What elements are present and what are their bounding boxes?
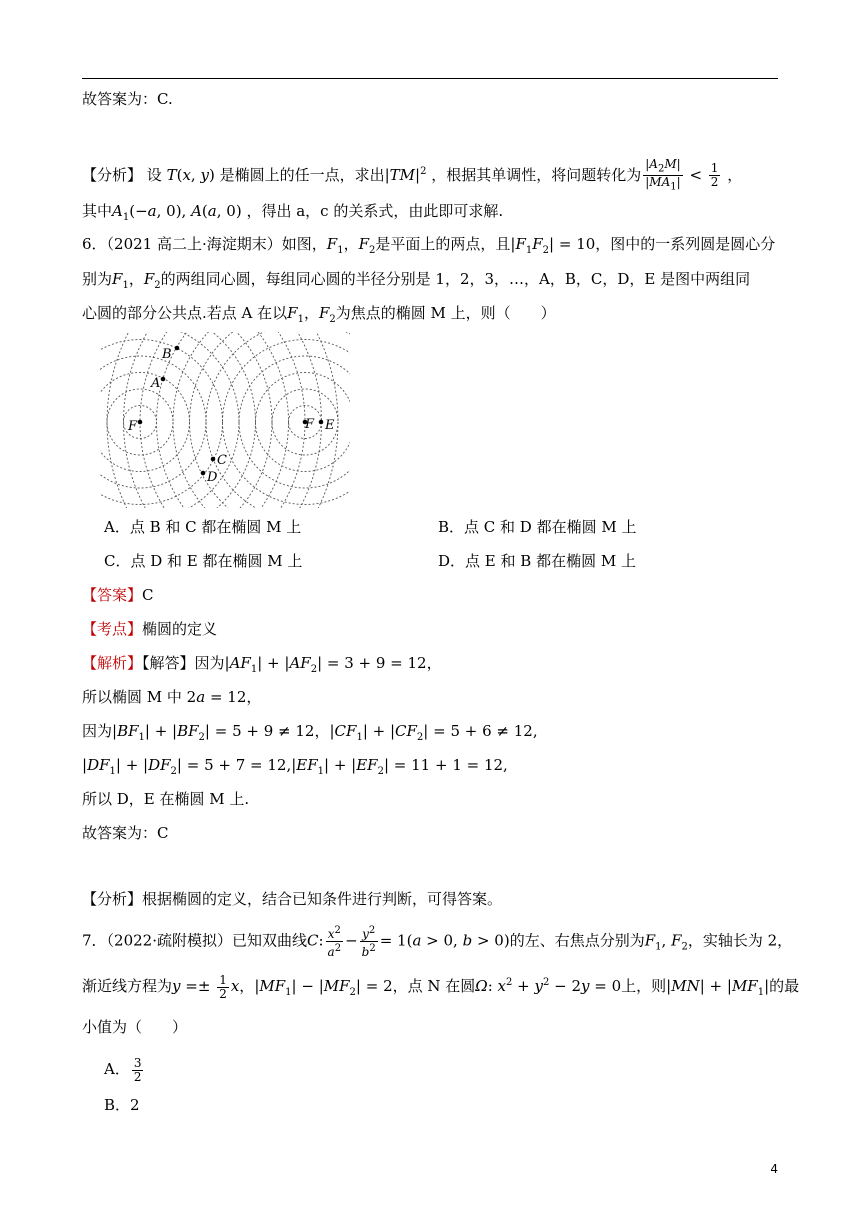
concentric-circles-figure xyxy=(100,332,350,508)
point-F1 xyxy=(138,420,143,425)
q6-solution-line6: 故答案为：C xyxy=(82,824,169,842)
q6-analysis: 【分析】根据椭圆的定义，结合已知条件进行判断，可得答案。 xyxy=(82,890,503,908)
prev-analysis-line2: 其中$A_1(-a$, 0), A(a, 0) ，得出 a，c 的关系式，由此即可求解. xyxy=(82,202,504,223)
point-E xyxy=(319,420,324,425)
q6-option-d[interactable]: D．点 E 和 B 都在椭圆 M 上 xyxy=(438,552,636,570)
q6-answer: 【答案】C xyxy=(82,586,154,604)
q6-solution-line4: $|DF_1| + |DF_2| = 5 + 7 = 12,|EF_1| + |EF_2| = 11 + 1 = 12$, xyxy=(82,756,508,777)
q7-line1: 7．（2022·疏附模拟）已知双曲线C: $\frac{x^2}{a^2}$ − $\frac{y^2}{b^2}$ = 1(a > 0, b > 0)的左、右焦点分别为$F_1$, $F_2$，实轴长为 2， xyxy=(82,925,793,959)
label-E: E xyxy=(325,418,335,433)
f1-circle xyxy=(100,373,190,472)
prev-analysis-line1: 【分析】 设 T(x, y) 是椭圆上的任一点，求出$|TM|^2$ ，根据其单调性，将问题转化为 $\frac{|A_2M|}{|MA_1|}$ < $\frac{1}{2}$ ， xyxy=(82,157,743,193)
fraction: $\frac{|A_2M|}{|MA_1|}$ xyxy=(645,157,681,193)
point-C xyxy=(211,457,216,462)
q6-solution-line3: 因为$|BF_1| + |BF_2| = 5 + 9 \ne 12$，$|CF_1| + |CF_2| = 5 + 6 \ne 12$, xyxy=(82,722,538,743)
point-D xyxy=(201,471,206,476)
q6-solution-line2: 所以椭圆 M 中 2a = 12， xyxy=(82,688,262,706)
label-F1: F xyxy=(128,419,138,434)
analysis-tag: 【分析】 xyxy=(82,165,143,184)
q7-line2: 渐近线方程为y =± $\frac{1}{2}$ x，$|MF_1| - |MF_2| = 2$，点 N 在圆Ω: $x^2 + y^2 - 2y = 0$上，则$|MN| + |MF_1|$的最 xyxy=(82,972,800,1001)
label-A: A xyxy=(151,376,161,391)
q6-solution-line1: 【解析】【解答】因为$|AF_1| + |AF_2| = 3 + 9 = 12$， xyxy=(82,654,442,675)
label-F2: F xyxy=(305,417,315,432)
q6-line1: 6．（2021 高二上·海淀期末）如图，$F_1$，$F_2$是平面上的两点，且$|F_1F_2| = 10$，图中的一系列圆是圆心分 xyxy=(82,235,776,256)
f1-circle xyxy=(100,332,272,508)
prev-answer: 故答案为：C. xyxy=(82,90,173,108)
page-number: 4 xyxy=(770,1162,778,1176)
q7-line3: 小值为（ ） xyxy=(82,1018,188,1036)
q6-option-b[interactable]: B．点 C 和 D 都在椭圆 M 上 xyxy=(438,518,637,536)
f1-circle xyxy=(100,340,223,505)
q6-knowledge-point: 【考点】椭圆的定义 xyxy=(82,620,218,638)
q7-option-b[interactable]: B．2 xyxy=(104,1096,140,1114)
point-B xyxy=(175,346,180,351)
q6-line3: 心圆的部分公共点.若点 A 在以$F_1$，$F_2$为焦点的椭圆 M 上，则（ ） xyxy=(82,304,556,325)
point-A xyxy=(161,377,166,382)
label-C: C xyxy=(217,453,227,468)
q6-line2: 别为$F_1$，$F_2$的两组同心圆，每组同心圆的半径分别是 1，2，3，…，A，B，C，D，E 是图中两组同 xyxy=(82,270,751,291)
q6-option-c[interactable]: C．点 D 和 E 都在椭圆 M 上 xyxy=(104,552,303,570)
q7-option-a[interactable]: A． $\frac{3}{2}$ xyxy=(104,1055,142,1084)
label-D: D xyxy=(207,470,218,485)
header-rule xyxy=(82,78,778,79)
q6-option-a[interactable]: A．点 B 和 C 都在椭圆 M 上 xyxy=(104,518,302,536)
label-B: B xyxy=(162,347,172,362)
q6-solution-line5: 所以 D，E 在椭圆 M 上. xyxy=(82,790,250,808)
